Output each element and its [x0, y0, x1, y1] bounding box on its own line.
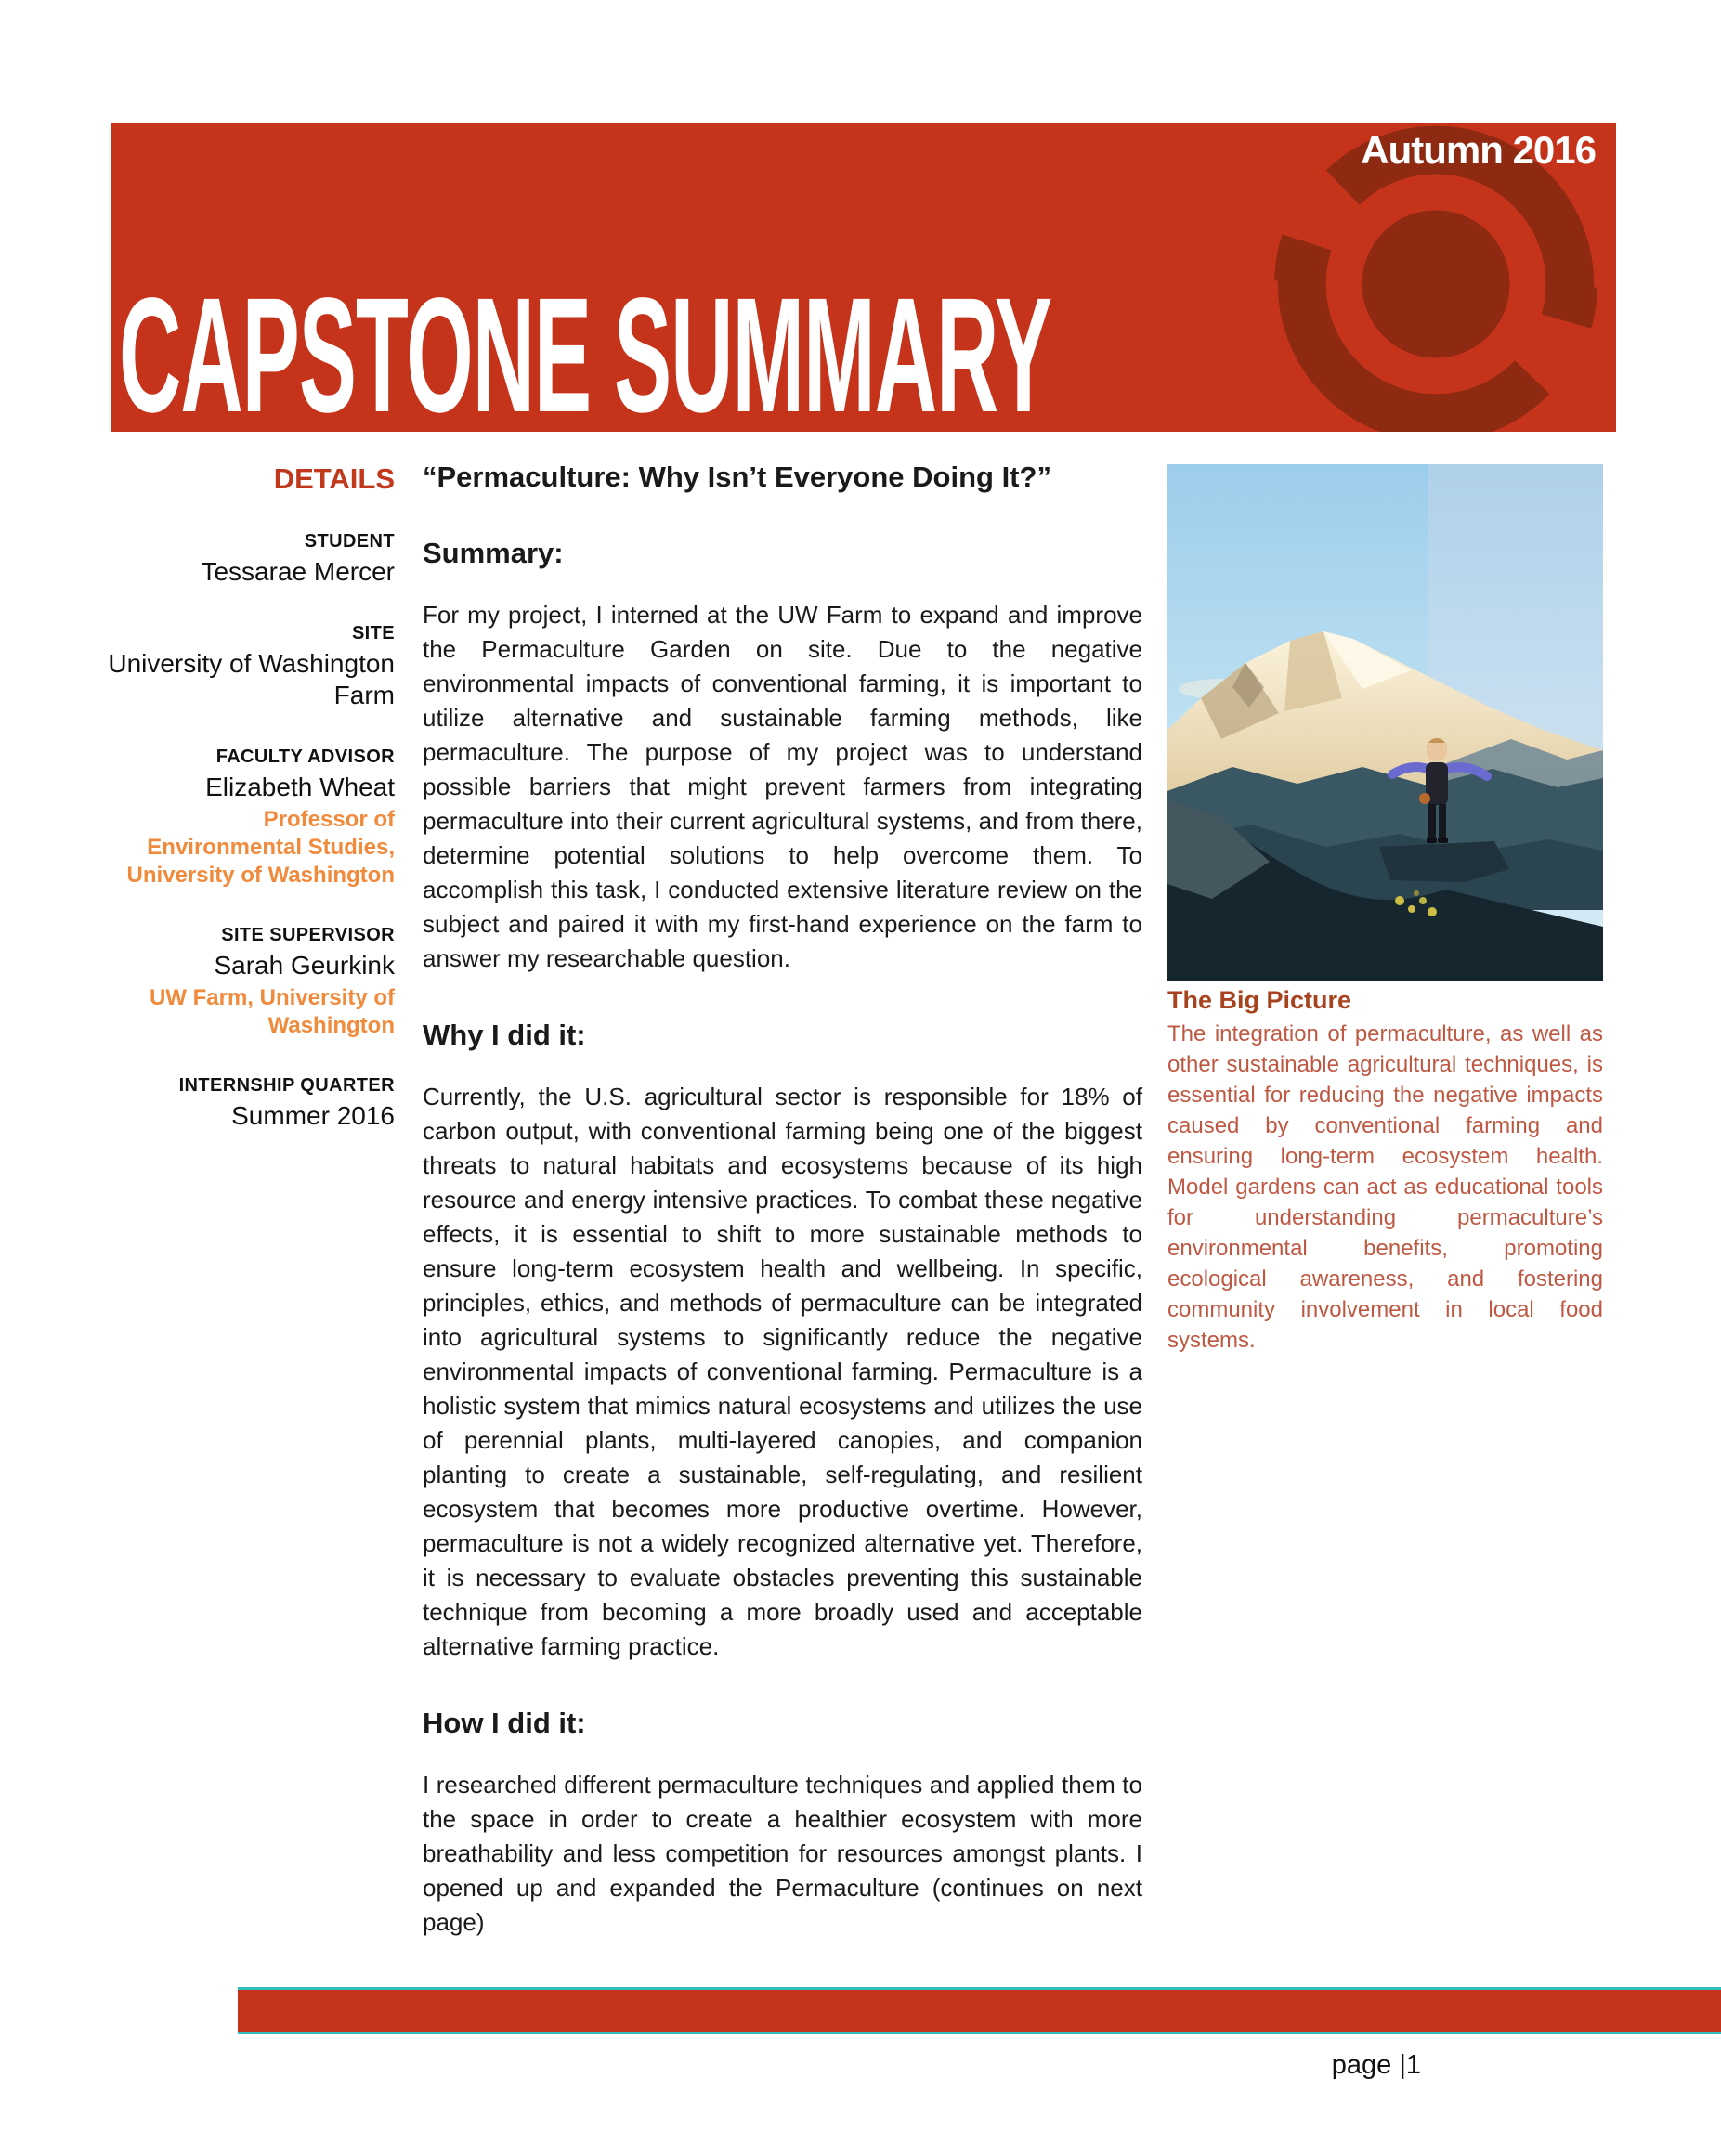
detail-field-internship-quarter [93, 1075, 395, 1132]
page-number: page |1 [1331, 2050, 1421, 2080]
detail-label: SITE SUPERVISOR [221, 925, 395, 945]
detail-label: STUDENT [304, 531, 395, 552]
big-picture-heading: The Big Picture [1167, 986, 1352, 1014]
section-heading: Why I did it: [423, 1019, 586, 1051]
detail-label: INTERNSHIP QUARTER [178, 1075, 395, 1096]
detail-value: Sarah Geurkink [214, 951, 395, 980]
detail-note: UW Farm, University of Washington [149, 985, 395, 1038]
detail-field-student [93, 531, 395, 588]
section-summary [423, 537, 1142, 976]
detail-label: SITE [351, 623, 395, 643]
detail-field-site [93, 623, 395, 711]
article-column [423, 461, 1142, 1940]
detail-value: Summer 2016 [231, 1101, 395, 1130]
details-heading: DETAILS [273, 462, 395, 495]
big-picture-body: The integration of permaculture, as well as other sustainable agricultural techniques, is essential for reducing the negative impacts caused by conventional farming and ensuring long-term ecosystem health. Model gardens can act as educational tools for understanding permaculture’s environmental benefits, promoting ecological awareness, and fostering community involvement in local food systems. [1167, 1021, 1603, 1353]
section-body: I researched different permaculture techniques and applied them to the space in order to create a healthier ecosystem with more breathability and less competition for resources amongst plants. I opened up and expanded the Permaculture (continues on next page) [423, 1771, 1142, 1936]
detail-field-site-supervisor [93, 925, 395, 1040]
section-body: For my project, I interned at the UW Farm to expand and improve the Permaculture Garden on site. Due to the negative environmental impacts of conventional farming, it is important to utilize alternative and sustainable farming methods, like permaculture. The purpose of my project was to understand possible barriers that might prevent farmers from integrating permaculture into their current agricultural systems, and from there, determine potential solutions to help overcome them. To accomplish this task, I conducted extensive literature review on the subject and paired it with my first-hand experience on the farm to answer my researchable question. [423, 601, 1142, 972]
mountain-hiker-photo [1167, 464, 1603, 981]
detail-value: Elizabeth Wheat [205, 773, 395, 801]
detail-label: FACULTY ADVISOR [215, 747, 395, 767]
details-panel [93, 462, 395, 1167]
detail-value: University of Washington Farm [108, 649, 395, 709]
section-why-i-did-it [423, 1019, 1142, 1664]
section-heading: Summary: [423, 537, 564, 569]
detail-field-faculty-advisor [93, 747, 395, 890]
banner-season-label: Autumn 2016 [1361, 128, 1596, 172]
section-body: Currently, the U.S. agricultural sector is responsible for 18% of carbon output, with conventional farming being one of the biggest threats to natural habitats and ecosystems because of its high resource and energy intensive practices. To combat these negative effects, it is essential to shift to more sustainable methods to ensure long-term ecosystem health and wellbeing. In specific, principles, ethics, and methods of permaculture can be integrated into agricultural systems to significantly reduce the negative environmental impacts of conventional farming. Permaculture is a holistic system that mimics natural ecosystems and utilizes the use of perennial plants, multi-layered canopies, and companion planting to create a sustainable, self-regulating, and resilient ecosystem that becomes more productive overtime. However, permaculture is not a widely recognized alternative yet. Therefore, it is necessary to evaluate obstacles preventing this sustainable technique from becoming a more broadly used and acceptable alternative farming practice. [423, 1083, 1142, 1660]
big-picture-panel [1167, 986, 1603, 1356]
detail-value: Tessarae Mercer [201, 557, 395, 586]
section-heading: How I did it: [423, 1707, 586, 1739]
banner-title: CAPSTONE SUMMARY [119, 265, 1052, 432]
article-title: “Permaculture: Why Isn’t Everyone Doing It?” [423, 461, 1051, 493]
header-banner [111, 123, 1616, 432]
footer-rule-bar [238, 1987, 1721, 2034]
detail-note: Professor of Environmental Studies, University of Washington [126, 807, 395, 888]
section-how-i-did-it [423, 1707, 1142, 1940]
